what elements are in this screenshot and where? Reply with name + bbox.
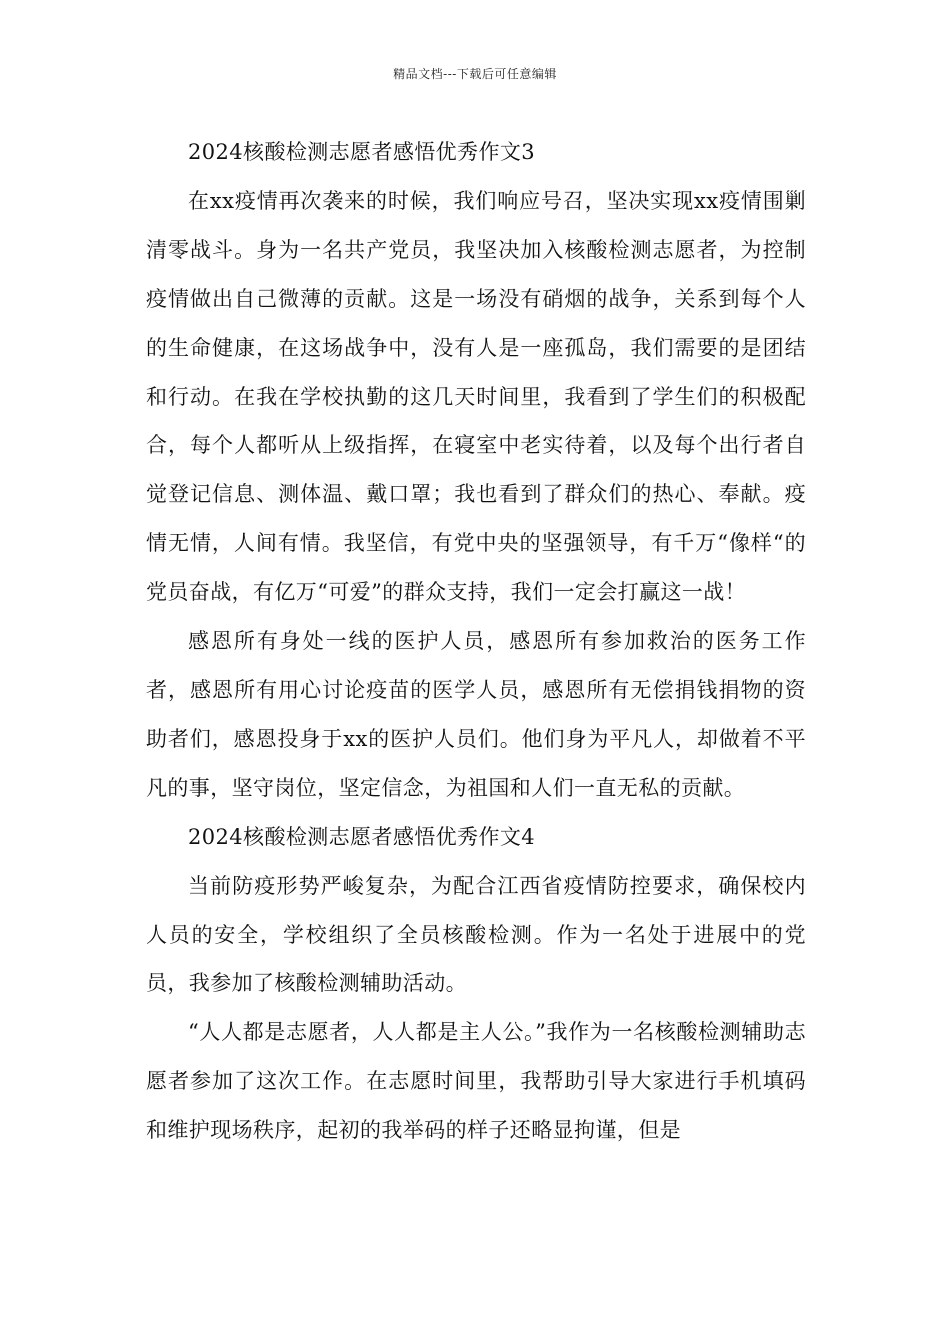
section-title: 2024核酸检测志愿者感悟优秀作文4 (188, 824, 536, 849)
paragraph: “人人都是志愿者，人人都是主人公。”我作为一名核酸检测辅助志愿者参加了这次工作。在志愿时间里，我帮助引导大家进行手机填码和维护现场秩序，起初的我举码的样子还略显拘谨，但是 (146, 1020, 806, 1143)
paragraph: 当前防疫形势严峻复杂，为配合江西省疫情防控要求，确保校内人员的安全，学校组织了全员核酸检测。作为一名处于进展中的党员，我参加了核酸检测辅助活动。 (146, 873, 806, 996)
document-body (146, 128, 806, 1155)
paragraph: 在xx疫情再次袭来的时候，我们响应号召，坚决实现xx疫情围剿清零战斗。身为一名共产党员，我坚决加入核酸检测志愿者，为控制疫情做出自己微薄的贡献。这是一场没有硝烟的战争，关系到每个人的生命健康，在这场战争中，没有人是一座孤岛，我们需要的是团结和行动。在我在学校执勤的这几天时间里，我看到了学生们的积极配合，每个人都听从上级指挥，在寝室中老实待着，以及每个出行者自觉登记信息、测体温、戴口罩；我也看到了群众们的热心、奉献。疫情无情，人间有情。我坚信，有党中央的坚强领导，有千万“像样“的党员奋战，有亿万“可爱”的群众支持，我们一定会打赢这一战！ (146, 188, 806, 605)
paragraph: 感恩所有身处一线的医护人员，感恩所有参加救治的医务工作者，感恩所有用心讨论疫苗的医学人员，感恩所有无偿捐钱捐物的资助者们，感恩投身于xx的医护人员们。他们身为平凡人，却做着不平凡的事，坚守岗位，坚定信念，为祖国和人们一直无私的贡献。 (146, 629, 806, 800)
page-header: 精品文档---下载后可任意编辑 (393, 67, 557, 81)
section-title: 2024核酸检测志愿者感悟优秀作文3 (188, 140, 536, 164)
